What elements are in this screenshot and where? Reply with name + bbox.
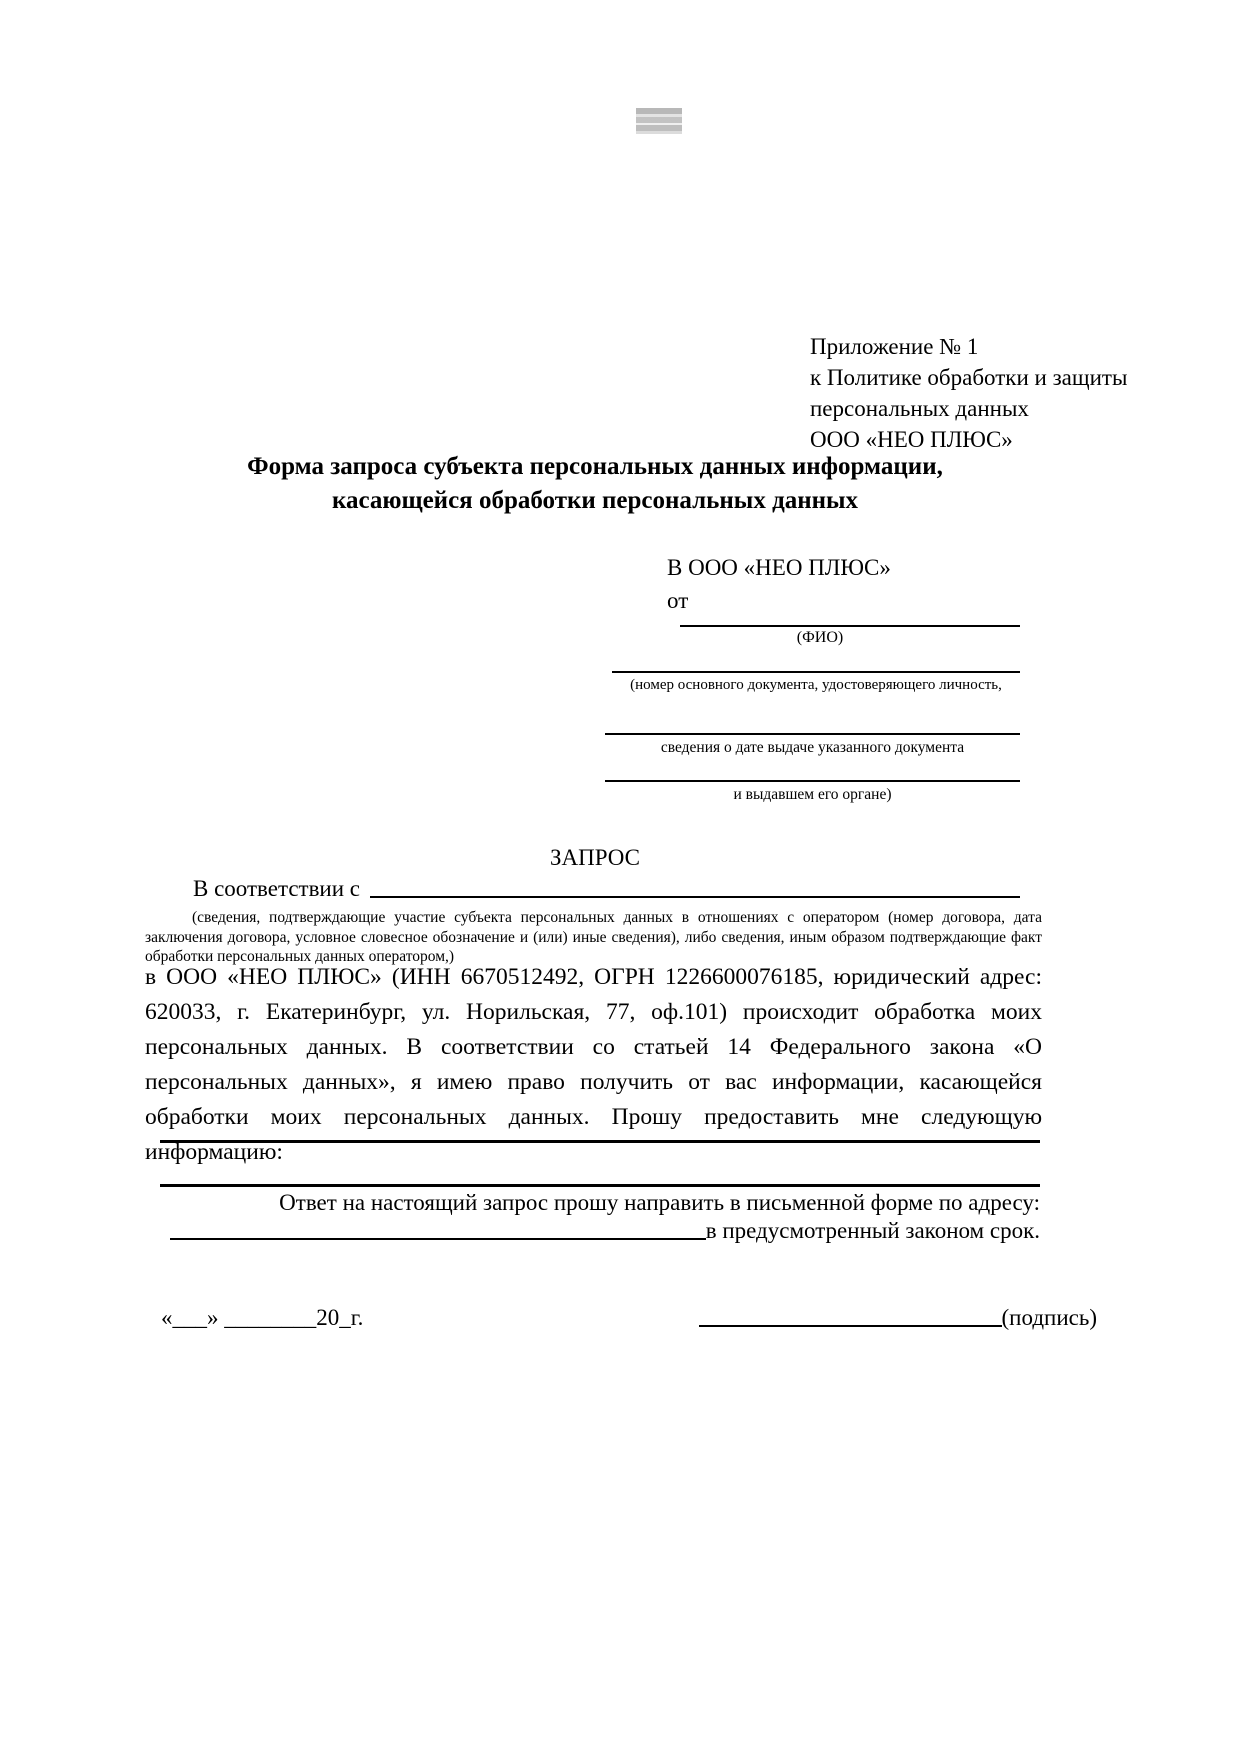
issuing-authority-caption: и выдавшем его органе) (733, 786, 892, 803)
fio-blank-line (680, 625, 1020, 627)
signature-block (699, 1305, 1097, 1331)
addressee-from-label: от (667, 588, 689, 613)
addressee-to: В ООО «НЕО ПЛЮС» (667, 555, 891, 580)
intro-blank-line (370, 896, 1020, 898)
form-title-line: Форма запроса субъекта персональных данных информации, (247, 453, 943, 480)
date-template: «___» ________20_г. (161, 1305, 364, 1330)
date-signature-row (145, 1305, 1097, 1331)
intro-line (145, 876, 1020, 902)
fio-caption: (ФИО) (796, 629, 844, 646)
intro-label: В соответствии с (193, 876, 361, 901)
appendix-line: Приложение № 1 (810, 334, 979, 359)
appendix-line: ООО «НЕО ПЛЮС» (810, 427, 1013, 452)
response-instruction: Ответ на настоящий запрос прошу направить в письменной форме по адресу: (279, 1190, 1040, 1215)
request-body: в ООО «НЕО ПЛЮС» (ИНН 6670512492, ОГРН 1226600076185, юридический адрес: 620033, г. Екатеринбург, ул. Норильская, 77, оф.101) происходит обработка моих персональных данных. В соответствии со статьей 14 Федерального закона «О персональных данных», я имею право получить от вас информации, касающейся обработки моих персональных данных. Прошу предоставить мне следующую информацию: (145, 964, 1042, 1165)
signature-caption: (подпись) (1001, 1305, 1097, 1330)
appendix-line: к Политике обработки и защиты (810, 365, 1128, 390)
issuing-authority-blank-line (605, 780, 1020, 782)
appendix-line: персональных данных (810, 396, 1029, 421)
addressee-block (667, 551, 891, 617)
blurred-logo-icon (636, 106, 682, 134)
intro-footnote: (сведения, подтверждающие участие субъекта персональных данных в отношениях с оператором (номер договора, дата заключения договора, условное словесное обозначение и (или) иные сведения), либо сведения, иным образом подтверждающие факт обработки персональных данных оператором,) (145, 909, 1042, 965)
document-number-caption: (номер основного документа, удостоверяющего личность, (630, 677, 1002, 693)
issue-date-caption: сведения о дате выдаче указанного документа (660, 739, 965, 756)
response-address-line (145, 1218, 1040, 1244)
information-blank-line (160, 1184, 1040, 1187)
information-blank-line (160, 1140, 1040, 1143)
signature-blank-line (699, 1325, 1002, 1327)
form-title-line: касающейся обработки персональных данных (331, 487, 859, 514)
document-number-blank-line (612, 671, 1020, 673)
appendix-reference (810, 331, 1127, 455)
address-blank-line (170, 1238, 706, 1240)
issue-date-blank-line (605, 733, 1020, 735)
request-heading: ЗАПРОС (549, 845, 641, 870)
form-title (145, 450, 1045, 518)
response-suffix: в предусмотренный законом срок. (705, 1218, 1040, 1243)
